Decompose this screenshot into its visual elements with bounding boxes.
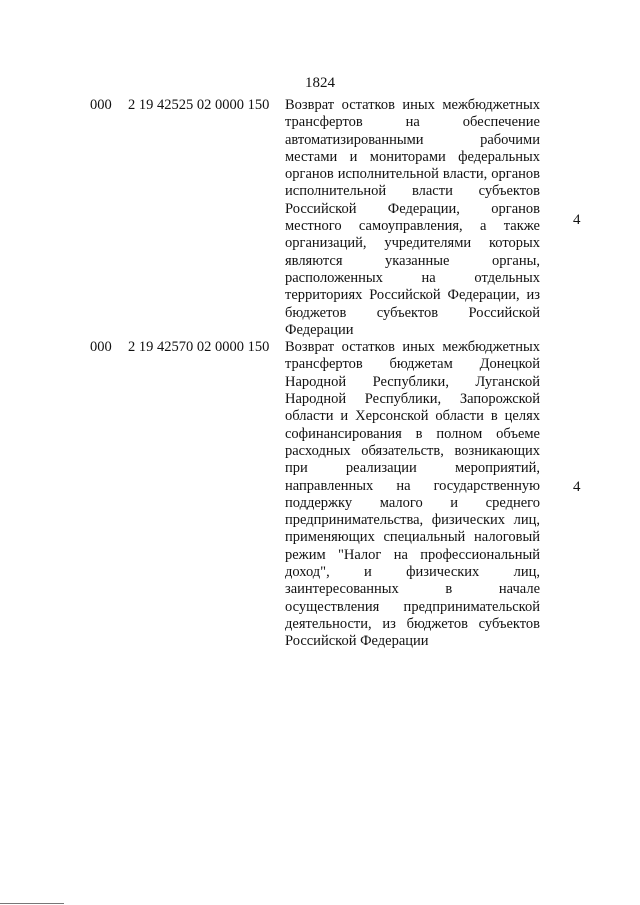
table-row (90, 339, 590, 650)
revenue-description: Возврат остатков иных межбюджетных трансфертов на обеспечение автоматизированными рабочими местами и мониторами федеральных органов исполнительной власти, органов исполнительной власти субъектов Российской Федерации, органов местного самоуправления, а также организаций, учредителями которых являются указанные органы, расположенных на отдельных территориях Российской Федерации, из бюджетов субъектов Российской Федерации (285, 97, 540, 338)
allocation-norm: 4 (573, 212, 581, 228)
budget-classification-code: 2 19 42570 02 0000 150 (128, 339, 270, 356)
allocation-norm: 4 (573, 479, 581, 496)
revenue-description: Возврат остатков иных межбюджетных трансфертов бюджетам Донецкой Народной Республики, Луганской Народной Республики, Запорожской области и Херсонской области в целях софинансирования в полном объеме расходных обязательств, возникающих при реализации мероприятий, направленных на государственную поддержку малого и среднего предпринимательства, физических лиц, применяющих специальный налоговый режим "Налог на профессиональный доход", и физических лиц, заинтересованных в начале осуществления предпринимательской деятельности, из бюджетов субъектов Российской Федерации (285, 339, 540, 650)
budget-classification-code: 2 19 42525 02 0000 150 (128, 97, 270, 113)
table-row (90, 97, 590, 339)
administrator-code: 000 (90, 97, 112, 113)
budget-code-table (90, 97, 590, 651)
administrator-code: 000 (90, 339, 112, 356)
footer-divider (0, 903, 64, 904)
page-number: 1824 (305, 75, 335, 91)
